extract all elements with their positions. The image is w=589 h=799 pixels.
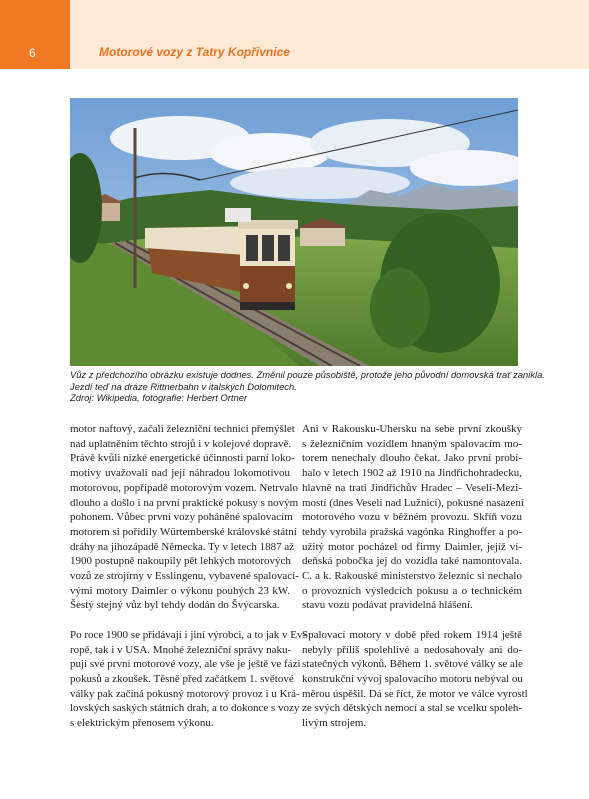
- caption-line: Jezdí teď na dráze Rittnerbahn v italských Dolomitech.: [70, 380, 297, 392]
- text-line: deňská pobočka jej do vozidla také namontovala.: [302, 555, 522, 568]
- text-line: Spalovací motory v době před rokem 1914 ještě: [302, 628, 522, 641]
- text-line: C. a k. Rakouské ministerstvo železnic si nechalo: [302, 570, 522, 583]
- text-line: livým strojem.: [302, 717, 367, 730]
- running-header: [70, 0, 589, 69]
- text-line: pují své první motorové vozy, ale vše je ještě ve fázi: [70, 658, 301, 671]
- text-line: motorem si pořídily Würtemberské královské státní: [70, 525, 297, 538]
- text-line: Ani v Rakousku-Uhersku na sebe první zkoušky: [302, 423, 522, 435]
- text-line: konstrukční vývoj spalovacího motoru nebýval ou: [302, 672, 523, 685]
- text-line: války pak začíná pokusný motorový provoz i u Krá-: [70, 687, 300, 700]
- text-line: tehdy vyrobila pražská vagónka Ringhoffer a po-: [302, 525, 522, 538]
- text-line: Šestý stejný vůz byl tehdy dodán do Švýcarska.: [70, 599, 280, 612]
- text-line: s elektrickým přenosem výkonu.: [70, 717, 214, 730]
- text-line: měrou úspěšil. Dá se říct, že motor ve válce vyrostl: [302, 687, 528, 700]
- text-line: pohonem. Vůbec první vozy poháněné spalovacím: [70, 511, 293, 524]
- text-line: motivy uvažovali nad její náhradou lokomotivou: [70, 467, 290, 480]
- page-number: 6: [29, 46, 36, 60]
- text-line: mostí (dnes Veselí nad Lužnicí), pokusné nasazení: [302, 496, 524, 509]
- text-line: ze svých dětských nemocí a stal se vcelku spoleh-: [302, 702, 522, 715]
- text-line: ropě, tak i v USA. Mnohé železniční správy naku-: [70, 643, 292, 656]
- text-line: nebyly příliš spolehlivé a nedosahovaly ani do-: [302, 643, 522, 656]
- text-line: vými motory Daimler o výkonu pouhých 23 kW.: [70, 584, 290, 597]
- text-line: 1900 postupně nakoupily pět lehkých motorových: [70, 555, 291, 568]
- text-line: stavu vozu podávat pravidelná hlášení.: [302, 599, 473, 612]
- text-line: motorovou, popřípadě motorovým vozem. Netrvalo: [70, 481, 298, 494]
- paragraph: [70, 422, 299, 613]
- paragraph: [302, 628, 528, 731]
- paragraph: [70, 628, 307, 731]
- text-line: užitý motor pocházel od firmy Daimler, jejíž ví-: [302, 540, 522, 553]
- tram-photo-illustration: [70, 98, 518, 366]
- text-line: nad uplatněním těchto strojů i v kolejové dopravě.: [70, 437, 292, 450]
- paragraph: [302, 422, 522, 613]
- photo-caption: [70, 369, 545, 404]
- caption-line: Vůz z předchozího obrázku existuje dodnes. Změnil pouze působiště, protože jeho původní domovská trať zanikla.: [70, 369, 545, 380]
- left-text-column: [70, 422, 307, 745]
- text-line: dlouho a došlo i na první praktické pokusy s novým: [70, 496, 299, 509]
- text-line: torem nenechaly dlouho čekat. Jako první probí-: [302, 452, 522, 465]
- text-line: Právě kvůli nízké energetické účinnosti parní loko-: [70, 452, 295, 465]
- text-line: Po roce 1900 se přidávají i jiní výrobci, a to jak v Ev-: [70, 628, 307, 641]
- text-line: pokusů a zkoušek. Těsně před začátkem 1. světové: [70, 672, 294, 685]
- text-line: o provozních výsledcích pokusu a o technickém: [302, 584, 522, 597]
- right-text-column: [302, 422, 528, 745]
- tram-photo: [70, 98, 518, 366]
- text-line: vozů ze strojírny v Esslingenu, vybavené spalovací-: [70, 570, 299, 583]
- page-number-tab: [0, 0, 70, 69]
- text-line: halo v letech 1902 až 1910 na Jindřichohradecku,: [302, 467, 522, 480]
- running-header-title: Motorové vozy z Tatry Kopřivnice: [99, 45, 290, 59]
- text-line: dráhy na jihozápadě Německa. Ty v letech 1887 až: [70, 540, 295, 553]
- text-line: s železničním vozidlem hnaným spalovacím mo-: [302, 437, 522, 450]
- text-line: hlavně na trati Jindřichův Hradec – Veselí-Mezi-: [302, 481, 522, 494]
- text-line: statečných výkonů. Během 1. světové války se ale: [302, 658, 523, 671]
- text-line: motor naftový, začali železniční technici přemýšlet: [70, 423, 295, 435]
- caption-source: Zdroj: Wikipedia, fotografie: Herbert Ortner: [70, 392, 248, 404]
- text-line: motorového vozu v běžném provozu. Skříň vozu: [302, 511, 522, 524]
- text-line: lovských saských státních drah, a to dokonce s vozy: [70, 702, 300, 715]
